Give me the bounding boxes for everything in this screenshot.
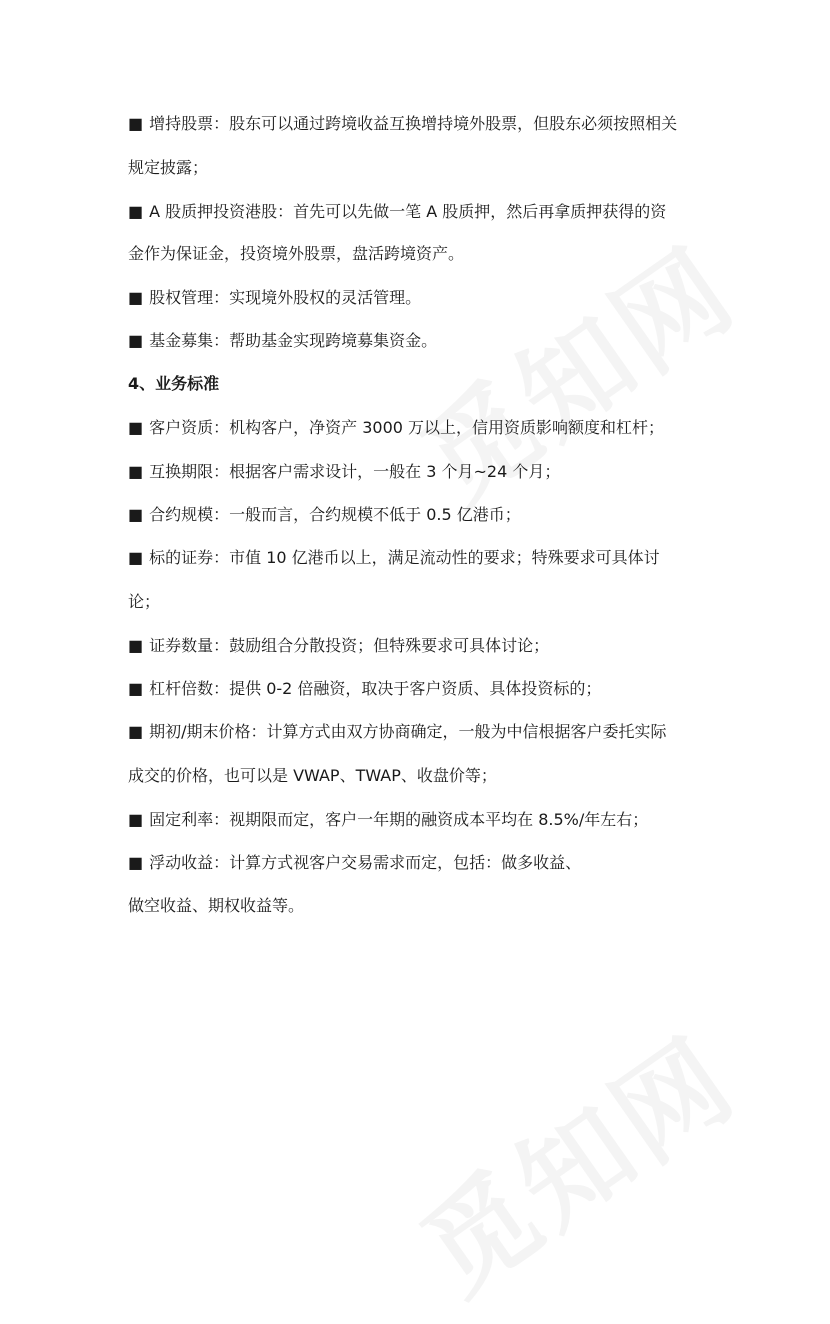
square-bullet-icon: ■ xyxy=(128,331,144,350)
text-line xyxy=(128,202,666,222)
square-bullet-icon: ■ xyxy=(128,722,144,741)
line-text: 期初/期末价格：计算方式由双方协商确定，一般为中信根据客户委托实际 xyxy=(149,722,667,741)
text-line xyxy=(128,722,667,742)
line-text: 股权管理：实现境外股权的灵活管理。 xyxy=(149,288,422,307)
text-line xyxy=(128,114,677,134)
line-text: 证券数量：鼓励组合分散投资；但特殊要求可具体讨论； xyxy=(149,636,550,655)
text-line xyxy=(128,288,421,308)
square-bullet-icon: ■ xyxy=(128,202,144,221)
square-bullet-icon: ■ xyxy=(128,636,144,655)
line-text: 杠杆倍数：提供 0-2 倍融资，取决于客户资质、具体投资标的； xyxy=(149,679,602,698)
square-bullet-icon: ■ xyxy=(128,548,144,567)
section-heading xyxy=(128,374,219,394)
text-line xyxy=(128,592,160,612)
text-line xyxy=(128,810,648,830)
text-line xyxy=(128,679,601,699)
text-line xyxy=(128,853,581,873)
line-text: 金作为保证金，投资境外股票，盘活跨境资产。 xyxy=(128,244,465,263)
text-line xyxy=(128,548,660,568)
text-line xyxy=(128,331,437,351)
line-text: A 股质押投资港股：首先可以先做一笔 A 股质押，然后再拿质押获得的资 xyxy=(149,202,667,221)
text-line xyxy=(128,418,664,438)
line-text: 固定利率：视期限而定，客户一年期的融资成本平均在 8.5%/年左右； xyxy=(149,810,649,829)
square-bullet-icon: ■ xyxy=(128,853,144,872)
heading-text: 4、业务标准 xyxy=(128,374,220,393)
text-line xyxy=(128,505,521,525)
watermark xyxy=(386,994,762,1323)
line-text: 浮动收益：计算方式视客户交易需求而定，包括：做多收益、 xyxy=(149,853,582,872)
line-text: 论； xyxy=(128,592,161,611)
line-text: 合约规模：一般而言，合约规模不低于 0.5 亿港币； xyxy=(149,505,521,524)
line-text: 基金募集：帮助基金实现跨境募集资金。 xyxy=(149,331,438,350)
line-text: 客户资质：机构客户，净资产 3000 万以上，信用资质影响额度和杠杆； xyxy=(149,418,665,437)
square-bullet-icon: ■ xyxy=(128,418,144,437)
text-line xyxy=(128,462,560,482)
text-line xyxy=(128,896,304,916)
line-text: 成交的价格，也可以是 VWAP、TWAP、收盘价等； xyxy=(128,766,497,785)
text-line xyxy=(128,158,208,178)
square-bullet-icon: ■ xyxy=(128,679,144,698)
line-text: 做空收益、期权收益等。 xyxy=(128,896,305,915)
text-line xyxy=(128,636,549,656)
line-text: 互换期限：根据客户需求设计，一般在 3 个月~24 个月； xyxy=(149,462,561,481)
square-bullet-icon: ■ xyxy=(128,810,144,829)
text-line xyxy=(128,766,497,786)
square-bullet-icon: ■ xyxy=(128,462,144,481)
line-text: 标的证券：市值 10 亿港币以上，满足流动性的要求；特殊要求可具体讨 xyxy=(149,548,660,567)
square-bullet-icon: ■ xyxy=(128,288,144,307)
square-bullet-icon: ■ xyxy=(128,114,144,133)
line-text: 增持股票：股东可以通过跨境收益互换增持境外股票，但股东必须按照相关 xyxy=(149,114,678,133)
square-bullet-icon: ■ xyxy=(128,505,144,524)
text-line xyxy=(128,244,464,264)
line-text: 规定披露； xyxy=(128,158,209,177)
